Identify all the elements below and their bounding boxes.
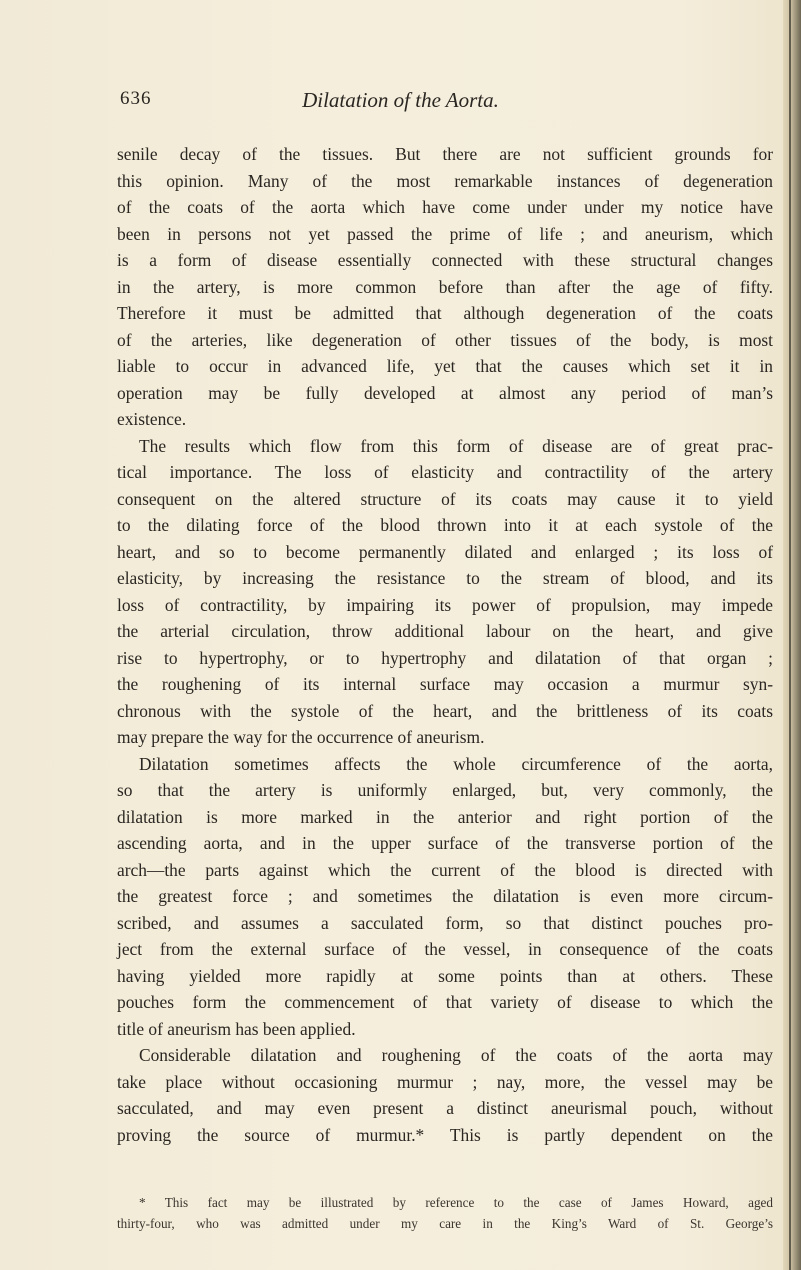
- text-line: chronous with the systole of the heart, and the brittleness of its coats: [117, 700, 773, 721]
- text-line: Therefore it must be admitted that although degeneration of the coats: [117, 303, 773, 323]
- text-line: pouches form the commencement of that variety of disease to which the: [117, 992, 773, 1012]
- text-line: of the arteries, like degeneration of other tissues of the body, is most: [117, 329, 773, 350]
- text-line: scribed, and assumes a sacculated form, so that distinct pouches pro-: [117, 912, 773, 933]
- text-line: loss of contractility, by impairing its power of propulsion, may impede: [117, 594, 773, 615]
- text-line: may prepare the way for the occurrence of aneurism.: [117, 727, 485, 747]
- text-line: arch—the parts against which the current of the blood is directed with: [117, 859, 773, 880]
- text-line: to the dilating force of the blood thrown into it at each systole of the: [117, 515, 773, 535]
- text-line: rise to hypertrophy, or to hypertrophy and dilatation of that organ ;: [117, 647, 773, 668]
- text-line: the roughening of its internal surface may occasion a murmur syn-: [117, 674, 773, 694]
- text-line: dilatation is more marked in the anterior and right portion of the: [117, 806, 773, 827]
- text-line: ascending aorta, and in the upper surface of the transverse portion of the: [117, 833, 773, 853]
- text-line: ject from the external surface of the vessel, in consequence of the coats: [117, 939, 773, 959]
- text-line: in the artery, is more common before than after the age of fifty.: [117, 276, 773, 297]
- text-line: liable to occur in advanced life, yet that the causes which set it in: [117, 356, 773, 376]
- text-line: this opinion. Many of the most remarkable instances of degeneration: [117, 170, 773, 191]
- text-line: operation may be fully developed at almost any period of man’s: [117, 382, 773, 403]
- footnote-line: thirty-four, who was admitted under my care in the King’s Ward of St. George’s: [117, 1216, 773, 1231]
- page-header: [0, 88, 801, 118]
- text-line: the greatest force ; and sometimes the dilatation is even more circum-: [117, 886, 773, 906]
- text-line: of the coats of the aorta which have come under under my notice have: [117, 197, 773, 217]
- footnote: [117, 1192, 773, 1234]
- text-line: existence.: [117, 409, 187, 429]
- running-title: Dilatation of the Aorta.: [302, 88, 499, 112]
- text-line: take place without occasioning murmur ; nay, more, the vessel may be: [117, 1071, 773, 1092]
- paragraph-start-line: Considerable dilatation and roughening of the coats of the aorta may: [139, 1045, 773, 1065]
- page-edge-line: [789, 0, 791, 1270]
- text-line: elasticity, by increasing the resistance to the stream of blood, and its: [117, 568, 773, 588]
- text-line: is a form of disease essentially connected with these structural changes: [117, 250, 773, 270]
- text-line: been in persons not yet passed the prime of life ; and aneurism, which: [117, 223, 773, 244]
- text-line: having yielded more rapidly at some points than at others. These: [117, 965, 773, 986]
- body-text: [117, 141, 773, 1148]
- text-line: senile decay of the tissues. But there are not sufficient grounds for: [117, 144, 773, 164]
- paragraph-start-line: Dilatation sometimes affects the whole circumference of the aorta,: [139, 753, 773, 774]
- text-line: proving the source of murmur.* This is partly dependent on the: [117, 1124, 773, 1145]
- page-number: 636: [120, 88, 152, 109]
- text-line: consequent on the altered structure of its coats may cause it to yield: [117, 488, 773, 509]
- text-line: so that the artery is uniformly enlarged, but, very commonly, the: [117, 780, 773, 800]
- paragraph-start-line: The results which flow from this form of disease are of great prac-: [139, 435, 773, 456]
- text-line: the arterial circulation, throw additional labour on the heart, and give: [117, 621, 773, 641]
- text-line: sacculated, and may even present a distinct aneurismal pouch, without: [117, 1098, 773, 1118]
- page-edge-shadow: [783, 0, 801, 1270]
- text-line: tical importance. The loss of elasticity and contractility of the artery: [117, 462, 773, 482]
- text-line: title of aneurism has been applied.: [117, 1018, 356, 1039]
- footnote-line: * This fact may be illustrated by reference to the case of James Howard, aged: [139, 1195, 773, 1210]
- text-line: heart, and so to become permanently dilated and enlarged ; its loss of: [117, 541, 773, 562]
